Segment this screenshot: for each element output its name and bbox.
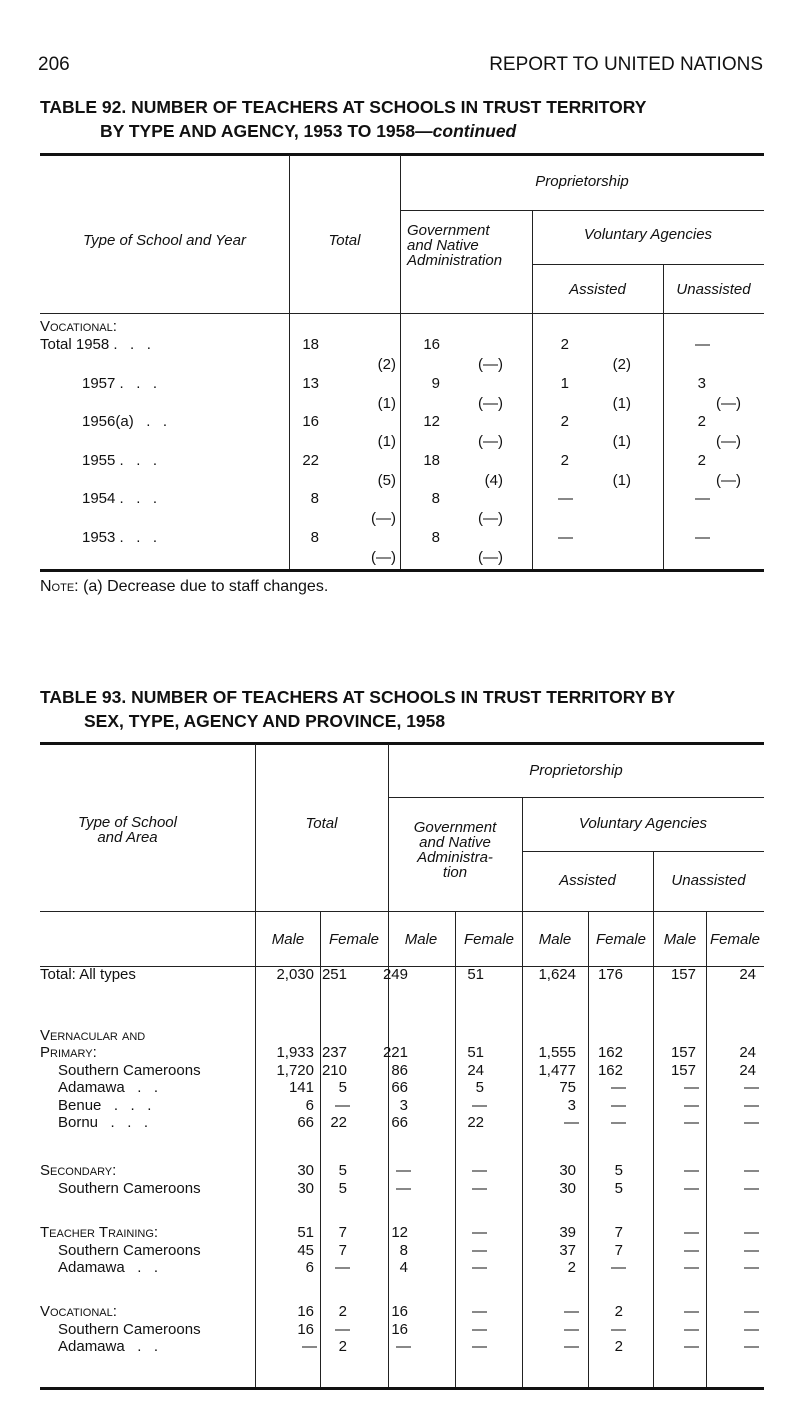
- table93-section-row-col8: 24: [739, 1044, 756, 1061]
- table93-section-heading: Primary:: [40, 1044, 97, 1061]
- table93-row-col7: —: [684, 1259, 699, 1276]
- table93-row-col1: 1,720: [276, 1061, 314, 1079]
- table93-row-label: Adamawa . .: [58, 1259, 159, 1276]
- table93-section-row-col4: 51: [467, 1044, 484, 1061]
- table93-total-label: Total: All types: [40, 966, 136, 983]
- table92-cell-una: —: [695, 528, 710, 546]
- table93-row-col3: —: [396, 1338, 411, 1355]
- table92-cell-gov: 8: [431, 490, 440, 507]
- table92-cell-gov-paren: (—): [478, 510, 503, 527]
- table93-row-col6: —: [611, 1114, 626, 1131]
- table93-section-row-col8: —: [744, 1224, 759, 1241]
- table93-section-row-col7: —: [684, 1303, 699, 1320]
- table92-cell-total-paren: (—): [371, 510, 396, 527]
- table93-header-assisted: Assisted: [559, 872, 616, 889]
- table93-total-row-col5: 1,624: [538, 966, 576, 983]
- table93-row-col8: —: [744, 1179, 759, 1197]
- table93-bottom-rule: [40, 1387, 764, 1390]
- table93-header-male: Male: [663, 931, 697, 948]
- table93-row-col7: —: [684, 1096, 699, 1114]
- running-head: REPORT TO UNITED NATIONS: [489, 54, 763, 75]
- table92-top-rule: [40, 153, 764, 156]
- table92-row-label: 1955 . . .: [82, 451, 158, 469]
- table92-cell-una: —: [695, 490, 710, 507]
- table93-rule: [40, 911, 764, 912]
- table93-row-col2: 5: [338, 1079, 347, 1096]
- table92-caption-line2: [100, 120, 516, 142]
- table93-section-row-col3: 221: [382, 1044, 408, 1061]
- table92-cell-una: 3: [697, 374, 706, 392]
- table93-row-col3: 8: [399, 1241, 408, 1259]
- table93-row-col8: —: [744, 1338, 759, 1355]
- table93-section-row-col1: 16: [297, 1303, 314, 1320]
- table92-row-label: 1956(a) . .: [82, 413, 168, 430]
- table92-header-voluntary: Voluntary Agencies: [583, 226, 713, 243]
- table93-section-row-col6: 2: [614, 1303, 623, 1320]
- table92-cell-una: 2: [697, 413, 706, 430]
- table93-col-divider: [255, 744, 256, 1387]
- table93-row-label: Benue . . .: [58, 1096, 152, 1114]
- table93-row-col5: —: [564, 1114, 579, 1131]
- table92-header-proprietorship: Proprietorship: [535, 173, 629, 190]
- table92-cell-total: 22: [302, 451, 319, 469]
- table93-section-row-col2: 5: [338, 1162, 347, 1179]
- table92-cell-ass: 2: [560, 336, 569, 353]
- table93-col-divider: [320, 911, 321, 1387]
- table93-row-col7: —: [684, 1079, 699, 1096]
- table93-section-row-col5: —: [564, 1303, 579, 1320]
- table93-row-col7: —: [684, 1179, 699, 1197]
- table92-cell-total-paren: (1): [377, 433, 396, 450]
- table92-cell-total-paren: (5): [377, 471, 396, 489]
- table92-cell-ass: —: [558, 528, 573, 546]
- table93-total-row-col4: 51: [467, 966, 484, 983]
- table92-note-label: Note:: [40, 578, 79, 595]
- table92-cell-ass-paren: (1): [612, 471, 631, 489]
- table92-row-label: 1957 . . .: [82, 374, 158, 392]
- table93-total-row-col6: 176: [597, 966, 623, 983]
- table93-row-col7: 157: [670, 1061, 696, 1079]
- table93-section-row-col1: 51: [297, 1224, 314, 1241]
- table92-cell-ass: 2: [560, 451, 569, 469]
- table93-section-row-col6: 5: [614, 1162, 623, 1179]
- table93-col-divider: [455, 911, 456, 1387]
- table92-cell-total-paren: (2): [377, 356, 396, 373]
- table93-section-row-col3: 16: [391, 1303, 408, 1320]
- table92-cell-ass-paren: (2): [612, 356, 631, 373]
- table93-row-label: Bornu . . .: [58, 1114, 149, 1131]
- table92-cell-una-paren: (—): [716, 471, 741, 489]
- table93-row-col6: —: [611, 1079, 626, 1096]
- table93-row-col6: 2: [614, 1338, 623, 1355]
- table93-caption-line1: TABLE 93. NUMBER OF TEACHERS AT SCHOOLS IN TRUST TERRITORY BY: [40, 687, 676, 707]
- table93-section-row-col5: 39: [559, 1224, 576, 1241]
- table93-rule: [388, 797, 764, 798]
- table93-row-col4: —: [472, 1338, 487, 1355]
- table93-row-col5: 75: [559, 1079, 576, 1096]
- table93-row-col4: —: [472, 1179, 487, 1197]
- table92-cell-ass-paren: (1): [612, 433, 631, 450]
- table93-section-row-col3: —: [396, 1162, 411, 1179]
- table93-header-government: [388, 820, 522, 880]
- table92-rule: [40, 313, 764, 314]
- table93-section-row-col2: 2: [338, 1303, 347, 1320]
- table93-row-col1: 6: [305, 1259, 314, 1276]
- table92-col-divider: [289, 155, 290, 569]
- table93-row-col2: 2: [338, 1338, 347, 1355]
- table93-row-col5: 37: [559, 1241, 576, 1259]
- table92-col-divider: [663, 264, 664, 569]
- table93-top-rule: [40, 742, 764, 745]
- table92-cell-una-paren: (—): [716, 394, 741, 412]
- table92-header-type: Type of School and Year: [83, 232, 246, 249]
- table93-row-col6: —: [611, 1259, 626, 1276]
- table93-row-col1: 66: [297, 1114, 314, 1131]
- table93-row-col6: 162: [597, 1061, 623, 1079]
- table93-row-col5: —: [564, 1338, 579, 1355]
- table93-row-col3: 86: [391, 1061, 408, 1079]
- table93-section-row-col7: —: [684, 1162, 699, 1179]
- table92-cell-ass: 2: [560, 413, 569, 430]
- table93-col-divider: [706, 911, 707, 1387]
- table93-row-col2: —: [335, 1320, 350, 1338]
- table93-section-row-col8: —: [744, 1162, 759, 1179]
- table92-cell-ass: —: [558, 490, 573, 507]
- table93-row-col3: 3: [399, 1096, 408, 1114]
- table92-row-label: Total 1958 . . .: [40, 336, 151, 353]
- table93-row-col4: 24: [467, 1061, 484, 1079]
- table93-row-col2: —: [335, 1259, 350, 1276]
- table92-cell-una: —: [695, 336, 710, 353]
- table93-col-divider: [588, 911, 589, 1387]
- table92-cell-gov: 9: [431, 374, 440, 392]
- table93-row-col3: 4: [399, 1259, 408, 1276]
- table93-section-heading: Vocational:: [40, 1303, 117, 1320]
- table92-cell-total: 16: [302, 413, 319, 430]
- table92-cell-total-paren: (—): [371, 548, 396, 566]
- table93-header-male: Male: [404, 931, 438, 948]
- table92-header-government-l3: Administration: [407, 252, 503, 269]
- table93-section-heading: Secondary:: [40, 1162, 117, 1179]
- table93-row-col4: —: [472, 1259, 487, 1276]
- table92-cell-gov-paren: (—): [478, 356, 503, 373]
- table92-cell-gov-paren: (—): [478, 548, 503, 566]
- table93-row-col2: 7: [338, 1241, 347, 1259]
- table93-row-col8: —: [744, 1096, 759, 1114]
- table93-row-col4: —: [472, 1096, 487, 1114]
- table92-cell-gov: 8: [431, 528, 440, 546]
- table93-total-row-col8: 24: [739, 966, 756, 983]
- table93-section-row-col7: 157: [670, 1044, 696, 1061]
- table93-row-col5: 3: [567, 1096, 576, 1114]
- table93-row-col3: 66: [391, 1114, 408, 1131]
- table93-section-row-col1: 1,933: [276, 1044, 314, 1061]
- table93-section-row-col8: —: [744, 1303, 759, 1320]
- table92-cell-una: 2: [697, 451, 706, 469]
- table92-caption-line2-main: BY TYPE AND AGENCY, 1953 TO 1958—: [100, 121, 433, 141]
- table93-row-col6: —: [611, 1320, 626, 1338]
- table92-cell-gov: 12: [423, 413, 440, 430]
- table93-row-col1: 45: [297, 1241, 314, 1259]
- table93-total-row-col1: 2,030: [276, 966, 314, 983]
- table92-header-total: Total: [328, 232, 361, 249]
- table93-row-label: Adamawa . .: [58, 1079, 159, 1096]
- table92-cell-ass-paren: (1): [612, 394, 631, 412]
- table93-row-col6: —: [611, 1096, 626, 1114]
- table92-rule: [400, 210, 764, 211]
- table92-header-government-l1: Government: [407, 222, 490, 239]
- table93-section-row-col5: 30: [559, 1162, 576, 1179]
- table93-row-col5: 30: [559, 1179, 576, 1197]
- table92-header-unassisted: Unassisted: [676, 281, 751, 298]
- table93-row-col7: —: [684, 1338, 699, 1355]
- table92-caption-continued: continued: [432, 121, 517, 141]
- table93-row-label: Southern Cameroons: [58, 1320, 201, 1338]
- table92-row-label: 1953 . . .: [82, 528, 158, 546]
- table93-row-col8: —: [744, 1320, 759, 1338]
- table93-caption-line2: SEX, TYPE, AGENCY AND PROVINCE, 1958: [84, 711, 446, 731]
- table93-row-col3: —: [396, 1179, 411, 1197]
- table93-row-col7: —: [684, 1320, 699, 1338]
- table93-header-gov-l4: tion: [442, 864, 468, 881]
- table92-col-divider: [532, 210, 533, 569]
- table93-row-col8: —: [744, 1241, 759, 1259]
- table93-row-col4: —: [472, 1241, 487, 1259]
- table93-header-type: [40, 815, 215, 845]
- table93-row-col2: 5: [338, 1179, 347, 1197]
- table93-section-row-col6: 162: [597, 1044, 623, 1061]
- table93-header-unassisted: Unassisted: [671, 872, 746, 889]
- table93-row-col1: 16: [297, 1320, 314, 1338]
- table93-header-female: Female: [328, 931, 380, 948]
- table93-row-col7: —: [684, 1241, 699, 1259]
- table92-bottom-rule: [40, 569, 764, 572]
- table93-section-row-col1: 30: [297, 1162, 314, 1179]
- table92-section-vocational: Vocational:: [40, 318, 117, 335]
- table93-row-label: Southern Cameroons: [58, 1179, 201, 1197]
- table92-note-text: (a) Decrease due to staff changes.: [83, 578, 329, 595]
- table92-cell-total: 18: [302, 336, 319, 353]
- table93-header-male: Male: [271, 931, 305, 948]
- table93-header-gov-l3: Administra-: [417, 849, 493, 866]
- table93-row-col1: 141: [288, 1079, 314, 1096]
- table93-row-col5: 1,477: [538, 1061, 576, 1079]
- table93-row-col4: 22: [467, 1114, 484, 1131]
- table93-row-col1: 6: [305, 1096, 314, 1114]
- table92-cell-gov-paren: (—): [478, 433, 503, 450]
- table93-row-label: Southern Cameroons: [58, 1061, 201, 1079]
- table93-row-label: Southern Cameroons: [58, 1241, 201, 1259]
- table93-total-row-col3: 249: [382, 966, 408, 983]
- table93-section-heading: Teacher Training:: [40, 1224, 159, 1241]
- table92-cell-ass: 1: [560, 374, 569, 392]
- table93-row-col5: —: [564, 1320, 579, 1338]
- table92-cell-gov: 16: [423, 336, 440, 353]
- table93-section-row-col5: 1,555: [538, 1044, 576, 1061]
- table93-total-row-col2: 251: [321, 966, 347, 983]
- page-number: 206: [38, 54, 70, 75]
- table93-row-col2: 22: [330, 1114, 347, 1131]
- table92-cell-total-paren: (1): [377, 394, 396, 412]
- table93-row-col8: —: [744, 1259, 759, 1276]
- table93-section-row-col2: 237: [321, 1044, 347, 1061]
- table92-cell-total: 13: [302, 374, 319, 392]
- table92-cell-gov-paren: (4): [484, 471, 503, 489]
- table93-row-col5: 2: [567, 1259, 576, 1276]
- table93-header-female: Female: [595, 931, 647, 948]
- table93-row-col2: 210: [321, 1061, 347, 1079]
- table92-cell-total: 8: [310, 528, 319, 546]
- table93-section-row-col2: 7: [338, 1224, 347, 1241]
- table93-row-col8: —: [744, 1079, 759, 1096]
- table93-section-row-col6: 7: [614, 1224, 623, 1241]
- table92-header-government-l2: and Native: [407, 237, 479, 254]
- table92-cell-una-paren: (—): [716, 433, 741, 450]
- table93-section-row-col4: —: [472, 1162, 487, 1179]
- table92-caption-line1: TABLE 92. NUMBER OF TEACHERS AT SCHOOLS IN TRUST TERRITORY: [40, 97, 647, 117]
- table93-row-col4: 5: [475, 1079, 484, 1096]
- table93-header-gov-l1: Government: [413, 819, 497, 836]
- table92-cell-gov: 18: [423, 451, 440, 469]
- table93-section-row-col3: 12: [391, 1224, 408, 1241]
- table92-header-government: [407, 223, 502, 268]
- table93-header-total: Total: [305, 815, 338, 832]
- table93-row-col6: 7: [614, 1241, 623, 1259]
- table93-section-row-col7: —: [684, 1224, 699, 1241]
- table93-row-col1: —: [302, 1338, 317, 1355]
- table92-cell-gov-paren: (—): [478, 394, 503, 412]
- table92-cell-total: 8: [310, 490, 319, 507]
- table93-row-col1: 30: [297, 1179, 314, 1197]
- table93-header-voluntary: Voluntary Agencies: [578, 815, 708, 832]
- table92-row-label: 1954 . . .: [82, 490, 158, 507]
- table93-section-row-col4: —: [472, 1303, 487, 1320]
- table93-row-col2: —: [335, 1096, 350, 1114]
- table93-rule: [522, 851, 764, 852]
- table93-header-proprietorship: Proprietorship: [529, 762, 623, 779]
- table93-row-col3: 16: [391, 1320, 408, 1338]
- table93-row-col4: —: [472, 1320, 487, 1338]
- table93-row-col6: 5: [614, 1179, 623, 1197]
- table93-header-gov-l2: and Native: [419, 834, 491, 851]
- table93-row-col8: 24: [739, 1061, 756, 1079]
- table92-header-assisted: Assisted: [569, 281, 626, 298]
- table93-header-type-l2: and Area: [97, 829, 158, 846]
- table93-section-row-col4: —: [472, 1224, 487, 1241]
- table93-row-col8: —: [744, 1114, 759, 1131]
- table92-note: [40, 578, 328, 595]
- table92-rule: [532, 264, 764, 265]
- table93-header-female: Female: [709, 931, 761, 948]
- table93-row-label: Adamawa . .: [58, 1338, 159, 1355]
- table93-row-col7: —: [684, 1114, 699, 1131]
- table92-col-divider: [400, 155, 401, 569]
- table93-row-col3: 66: [391, 1079, 408, 1096]
- table93-header-female: Female: [463, 931, 515, 948]
- table93-total-row-col7: 157: [670, 966, 696, 983]
- table93-section-heading: Vernacular and: [40, 1026, 146, 1044]
- table93-header-male: Male: [538, 931, 572, 948]
- table93-header-type-l1: Type of School: [78, 814, 177, 831]
